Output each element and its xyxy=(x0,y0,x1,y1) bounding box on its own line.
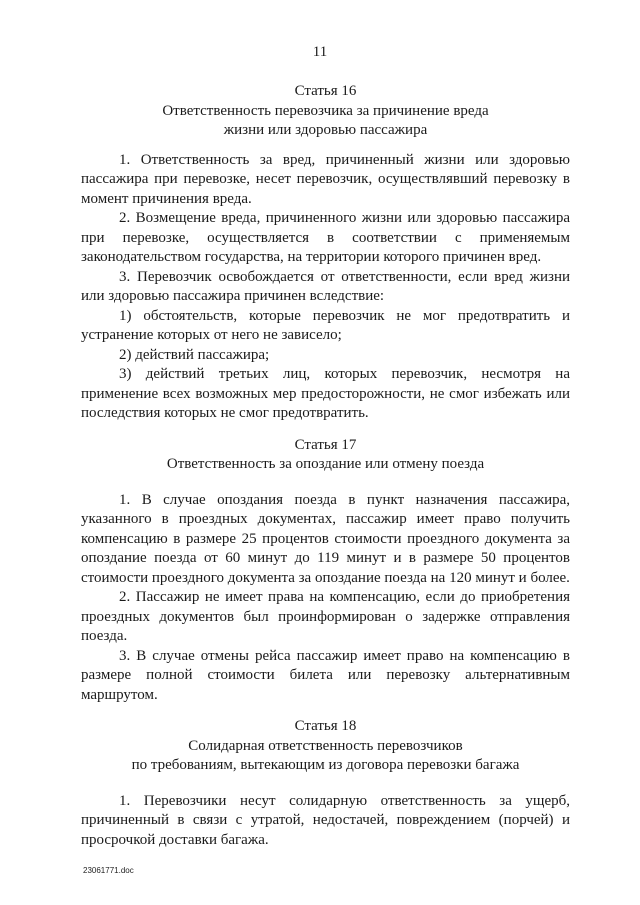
list-item: 1) обстоятельств, которые перевозчик не мог предотвратить и устранение которых от него не зависело; xyxy=(81,307,570,343)
article-title-line: Солидарная ответственность перевозчиков xyxy=(188,737,463,754)
paragraph: 1. В случае опоздания поезда в пункт назначения пассажира, указанного в проездных документах, пассажир имеет право получить компенсацию в размере 25 процентов стоимости проездного документа за опоздание поезда от 60 минут до 119 минут и в размере 50 процентов стоимости проездного документа за опоздание поезда на 120 минут и более. xyxy=(81,491,570,586)
list-item: 3) действий третьих лиц, которых перевозчик, несмотря на применение всех возможных мер предосторожности, не смог избежать или последствия которых не смог предотвратить. xyxy=(81,366,570,421)
article-title-line: жизни или здоровью пассажира xyxy=(223,122,428,138)
paragraph: 1. Перевозчики несут солидарную ответственность за ущерб, причиненный в связи с утратой, недостачей, повреждением (порчей) и просрочкой доставки багажа. xyxy=(81,792,570,848)
paragraph: 1. Ответственность за вред, причиненный жизни или здоровью пассажира при перевозке, несет перевозчик, осуществлявший перевозку в момент причинения вреда. xyxy=(81,151,570,207)
article-number: Статья 16 xyxy=(294,83,357,99)
paragraph: 2. Пассажир не имеет права на компенсацию, если до приобретения проездных документов был проинформирован о задержке отправления поезда. xyxy=(81,589,570,644)
document-body xyxy=(81,82,570,850)
article-title-line: по требованиям, вытекающим из договора перевозки багажа xyxy=(131,757,520,773)
article-17-heading xyxy=(81,436,570,475)
paragraph: 3. В случае отмены рейса пассажир имеет право на компенсацию в размере полной стоимости билета или перевозку альтернативным маршрутом. xyxy=(81,647,570,703)
article-number: Статья 18 xyxy=(294,718,357,734)
article-number: Статья 17 xyxy=(294,436,357,453)
page-number: 11 xyxy=(312,44,328,60)
article-title-line: Ответственность за опоздание или отмену поезда xyxy=(166,456,485,472)
paragraph: 3. Перевозчик освобождается от ответственности, если вред жизни или здоровью пассажира причинен вследствие: xyxy=(81,268,570,304)
list-item: 2) действий пассажира; xyxy=(119,346,270,363)
article-18-heading xyxy=(81,717,570,776)
article-title-line: Ответственность перевозчика за причинение вреда xyxy=(162,102,489,119)
article-16-heading xyxy=(81,82,570,141)
paragraph: 2. Возмещение вреда, причиненного жизни или здоровью пассажира при перевозке, осуществляется в соответствии с применяемым законодательством государства, на территории которого причинен вред. xyxy=(81,210,570,265)
footer-filename: 23061771.doc xyxy=(83,866,134,875)
